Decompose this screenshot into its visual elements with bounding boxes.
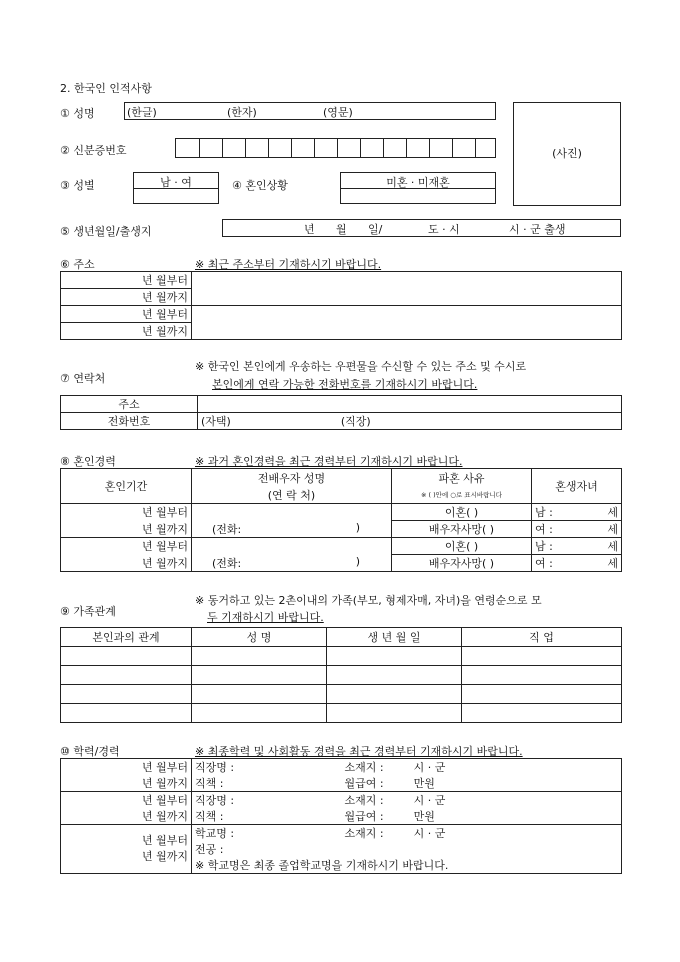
contact-address-cell[interactable] bbox=[198, 396, 622, 413]
table-row bbox=[61, 469, 622, 487]
family-cell[interactable] bbox=[61, 685, 192, 704]
school-note: ※ 학교명은 최종 졸업학교명을 기재하시기 바랍니다. bbox=[192, 857, 622, 874]
family-cell[interactable] bbox=[61, 666, 192, 685]
marriage-label: ⑧ 혼인경력 bbox=[60, 455, 116, 468]
divorce-option[interactable]: 이혼( ) bbox=[392, 504, 532, 521]
id-number-field[interactable] bbox=[175, 138, 496, 158]
children-male[interactable]: 남 : 세 bbox=[532, 538, 622, 555]
school-label[interactable]: 학교명 : bbox=[192, 825, 342, 842]
family-cell[interactable] bbox=[327, 704, 462, 723]
id-digit-cell bbox=[475, 139, 476, 157]
family-cell[interactable] bbox=[327, 647, 462, 666]
family-cell[interactable] bbox=[61, 647, 192, 666]
divorce-reason-note: ※ ( )안에 ○로 표시바랍니다 bbox=[392, 486, 532, 504]
family-label: ⑨ 가족관계 bbox=[60, 605, 116, 618]
english-name-label: (영문) bbox=[323, 106, 353, 119]
spouse-name-cell[interactable] bbox=[192, 504, 392, 521]
table-row bbox=[61, 685, 622, 704]
id-digit-cell bbox=[406, 139, 407, 157]
contact-address-label: 주소 bbox=[61, 396, 198, 413]
birth-day: 일/ bbox=[368, 223, 383, 236]
children-female[interactable]: 여 : 세 bbox=[532, 555, 622, 572]
table-row bbox=[61, 825, 622, 842]
family-cell[interactable] bbox=[462, 685, 622, 704]
family-cell[interactable] bbox=[192, 685, 327, 704]
position-label[interactable]: 직책 : bbox=[192, 775, 342, 792]
address-from: 년 월부터 bbox=[61, 272, 192, 289]
family-cell[interactable] bbox=[462, 647, 622, 666]
divorce-reason-header: 파혼 사유 bbox=[392, 469, 532, 487]
spouse-contact-header: (연 락 처) bbox=[192, 486, 392, 504]
birth-year: 년 bbox=[304, 223, 315, 236]
id-digit-cell bbox=[245, 139, 246, 157]
home-phone-label: (자택) bbox=[201, 415, 231, 428]
spouse-name-header: 전배우자 성명 bbox=[192, 469, 392, 487]
contact-phone-label: 전화번호 bbox=[61, 413, 198, 430]
work-phone-label: (직장) bbox=[340, 415, 371, 428]
table-row bbox=[61, 666, 622, 685]
spouse-phone-cell[interactable]: (전화: ) bbox=[192, 521, 392, 538]
marriage-to: 년 월까지 bbox=[61, 555, 192, 572]
death-option[interactable]: 배우자사망( ) bbox=[392, 555, 532, 572]
contact-note-line2: 본인에게 연락 가능한 전화번호를 기재하시기 바랍니다. bbox=[212, 378, 478, 391]
major-label[interactable]: 전공 : bbox=[192, 841, 622, 857]
career-label: ⑩ 학력/경력 bbox=[60, 745, 120, 758]
career-from: 년 월부터 bbox=[61, 792, 192, 809]
marriage-period-header: 혼인기간 bbox=[61, 469, 192, 504]
children-header: 혼생자녀 bbox=[532, 469, 622, 504]
relation-header: 본인과의 관계 bbox=[61, 628, 192, 647]
location-cell[interactable]: 소재지 : 시 · 군 bbox=[342, 759, 622, 776]
marital-status-label: ④ 혼인상황 bbox=[232, 179, 288, 192]
table-row bbox=[61, 704, 622, 723]
id-digit-cell bbox=[383, 139, 384, 157]
table-row bbox=[61, 555, 622, 572]
family-cell[interactable] bbox=[327, 685, 462, 704]
section-heading: 2. 한국인 인적사항 bbox=[60, 82, 152, 95]
birth-header: 생 년 월 일 bbox=[327, 628, 462, 647]
table-row bbox=[61, 272, 622, 289]
marital-options: 미혼 · 미재혼 bbox=[386, 176, 450, 189]
gender-field[interactable] bbox=[133, 172, 219, 204]
career-from: 년 월부터 bbox=[61, 759, 192, 776]
marriage-table bbox=[60, 468, 622, 572]
contact-note-line1: ※ 한국인 본인에게 우송하는 우편물을 수신할 수 있는 주소 및 수시로 bbox=[195, 360, 527, 373]
table-row bbox=[61, 792, 622, 809]
family-cell[interactable] bbox=[192, 666, 327, 685]
address-cell[interactable] bbox=[192, 306, 622, 340]
table-row bbox=[61, 413, 622, 430]
name-field[interactable] bbox=[124, 102, 496, 120]
id-digit-cell bbox=[452, 139, 453, 157]
address-table bbox=[60, 271, 622, 340]
id-digit-cell bbox=[360, 139, 361, 157]
family-cell[interactable] bbox=[327, 666, 462, 685]
address-to: 년 월까지 bbox=[61, 323, 192, 340]
gender-options: 남 · 여 bbox=[160, 176, 192, 189]
family-cell[interactable] bbox=[462, 666, 622, 685]
school-period: 년 월부터 년 월까지 bbox=[61, 825, 192, 874]
spouse-name-cell[interactable] bbox=[192, 538, 392, 555]
birth-field[interactable] bbox=[222, 219, 621, 237]
birth-month: 월 bbox=[336, 223, 347, 236]
contact-label: ⑦ 연락처 bbox=[60, 372, 106, 385]
marriage-to: 년 월까지 bbox=[61, 521, 192, 538]
id-digit-cell bbox=[337, 139, 338, 157]
marriage-note: ※ 과거 혼인경력을 최근 경력부터 기재하시기 바랍니다. bbox=[195, 455, 463, 468]
contact-table bbox=[60, 395, 622, 430]
salary-cell[interactable]: 월급여 : 만원 bbox=[342, 775, 622, 792]
table-row bbox=[61, 775, 622, 792]
children-female[interactable]: 여 : 세 bbox=[532, 521, 622, 538]
workplace-label[interactable]: 직장명 : bbox=[192, 759, 342, 776]
name-header: 성 명 bbox=[192, 628, 327, 647]
divorce-option[interactable]: 이혼( ) bbox=[392, 538, 532, 555]
career-note: ※ 최종학력 및 사회활동 경력을 최근 경력부터 기재하시기 바랍니다. bbox=[195, 745, 523, 758]
name-label: ① 성명 bbox=[60, 107, 95, 120]
table-row bbox=[61, 504, 622, 521]
korean-name-label: (한글) bbox=[127, 106, 157, 119]
job-header: 직 업 bbox=[462, 628, 622, 647]
address-to: 년 월까지 bbox=[61, 289, 192, 306]
address-from: 년 월부터 bbox=[61, 306, 192, 323]
table-row bbox=[61, 647, 622, 666]
marital-status-field[interactable] bbox=[340, 172, 496, 204]
table-row bbox=[61, 306, 622, 323]
photo-box[interactable] bbox=[513, 102, 621, 206]
salary-cell[interactable]: 월급여 : 만원 bbox=[342, 808, 622, 825]
id-digit-cell bbox=[199, 139, 200, 157]
address-note: ※ 최근 주소부터 기재하시기 바랍니다. bbox=[195, 258, 382, 271]
address-label: ⑥ 주소 bbox=[60, 258, 95, 271]
marriage-from: 년 월부터 bbox=[61, 504, 192, 521]
family-cell[interactable] bbox=[192, 704, 327, 723]
table-row bbox=[61, 759, 622, 776]
contact-phone-cell[interactable] bbox=[198, 413, 622, 430]
id-digit-cell bbox=[268, 139, 269, 157]
family-note-line1: ※ 동거하고 있는 2촌이내의 가족(부모, 형제자매, 자녀)을 연령순으로 모 bbox=[195, 594, 542, 607]
id-digit-cell bbox=[314, 139, 315, 157]
id-number-label: ② 신분증번호 bbox=[60, 144, 127, 157]
children-male[interactable]: 남 : 세 bbox=[532, 504, 622, 521]
career-to: 년 월까지 bbox=[61, 808, 192, 825]
family-cell[interactable] bbox=[61, 704, 192, 723]
gender-label: ③ 성별 bbox=[60, 179, 95, 192]
spouse-phone-cell[interactable]: (전화: ) bbox=[192, 555, 392, 572]
location-cell[interactable]: 소재지 : 시 · 군 bbox=[342, 792, 622, 809]
id-digit-cell bbox=[291, 139, 292, 157]
family-cell[interactable] bbox=[462, 704, 622, 723]
school-location-cell[interactable]: 소재지 : 시 · 군 bbox=[342, 825, 622, 842]
address-cell[interactable] bbox=[192, 272, 622, 306]
photo-label: (사진) bbox=[552, 147, 582, 160]
id-digit-cell bbox=[222, 139, 223, 157]
table-row bbox=[61, 538, 622, 555]
table-row bbox=[61, 808, 622, 825]
id-digit-cell bbox=[429, 139, 430, 157]
family-table bbox=[60, 627, 622, 723]
death-option[interactable]: 배우자사망( ) bbox=[392, 521, 532, 538]
table-row bbox=[61, 628, 622, 647]
career-to: 년 월까지 bbox=[61, 775, 192, 792]
career-table bbox=[60, 758, 622, 874]
family-note-line2: 두 기재하시기 바랍니다. bbox=[207, 611, 324, 624]
table-row bbox=[61, 396, 622, 413]
birth-label: ⑤ 생년월일/출생지 bbox=[60, 225, 152, 238]
workplace-label[interactable]: 직장명 : bbox=[192, 792, 342, 809]
hanja-name-label: (한자) bbox=[227, 106, 257, 119]
family-cell[interactable] bbox=[192, 647, 327, 666]
position-label[interactable]: 직책 : bbox=[192, 808, 342, 825]
birth-province: 도 · 시 bbox=[428, 223, 460, 236]
marriage-from: 년 월부터 bbox=[61, 538, 192, 555]
birth-city: 시 · 군 출생 bbox=[509, 223, 566, 236]
table-row bbox=[61, 521, 622, 538]
